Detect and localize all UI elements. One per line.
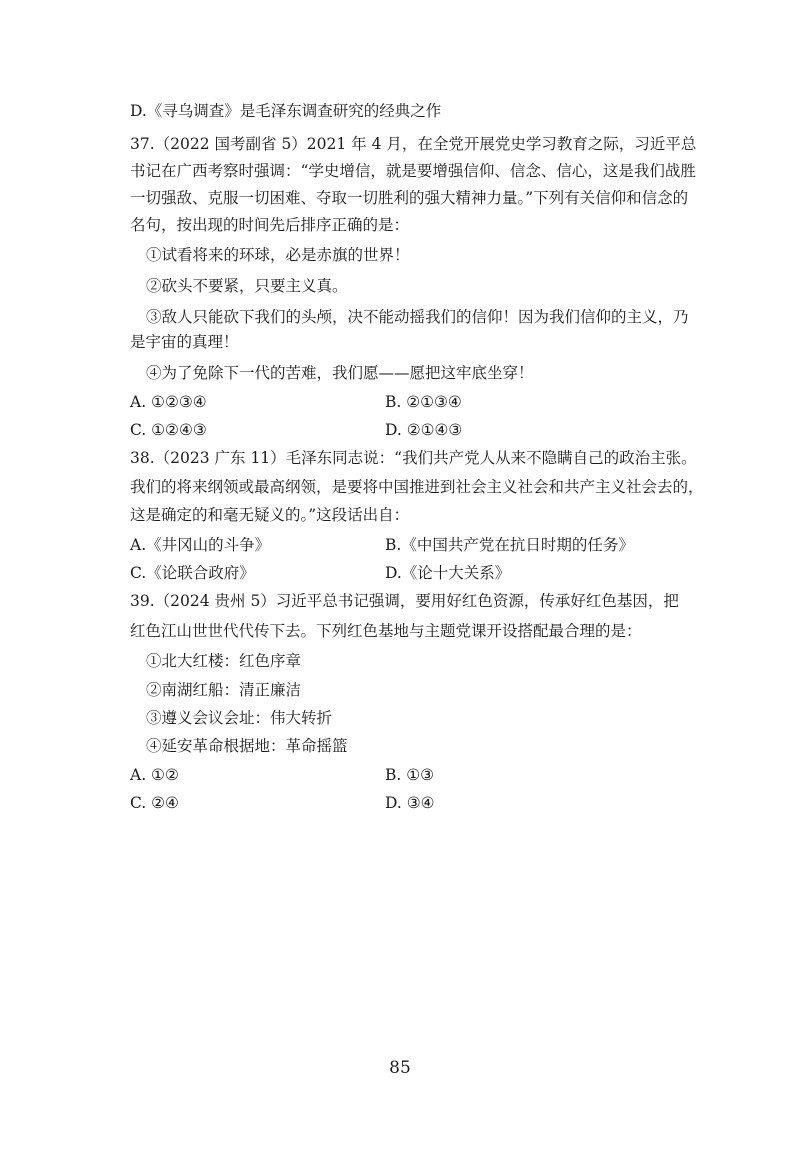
- q39-option-a: A. ①②: [130, 766, 179, 784]
- q38-stem-line-2: 我们的将来纲领或最高纲领，是要将中国推进到社会主义社会和共产主义社会去的，: [130, 478, 704, 496]
- q37-stem-line-4: 名句，按出现的时间先后排序正确的是：: [130, 216, 410, 234]
- q38-option-b: B.《中国共产党在抗日时期的任务》: [385, 536, 634, 554]
- q39-option-d: D. ③④: [385, 794, 435, 812]
- q37-option-c: C. ①②④③: [130, 421, 207, 439]
- previous-option-d: D.《寻乌调查》是毛泽东调查研究的经典之作: [130, 102, 442, 120]
- q38-option-d: D.《论十大关系》: [385, 564, 511, 582]
- q39-item-4: ④延安革命根据地：革命摇篮: [146, 737, 348, 755]
- q39-stem-line-2: 红色江山世世代代传下去。下列红色基地与主题党课开设搭配最合理的是：: [130, 622, 642, 640]
- q37-option-a: A. ①②③④: [130, 393, 207, 411]
- q37-option-d: D. ②①④③: [385, 421, 463, 439]
- q38-option-c: C.《论联合政府》: [130, 564, 255, 582]
- q38-stem-line-3: 这是确定的和毫无疑义的。”这段话出自：: [130, 506, 410, 524]
- q38-stem-line-1: 38.（2023 广东 11）毛泽东同志说：“我们共产党人从来不隐瞒自己的政治主张。: [130, 449, 697, 467]
- q39-stem-line-1: 39.（2024 贵州 5）习近平总书记强调，要用好红色资源，传承好红色基因，把: [130, 592, 679, 610]
- q37-stem-line-1: 37.（2022 国考副省 5）2021 年 4 月，在全党开展党史学习教育之际，习近平总: [130, 135, 697, 153]
- q37-item-3: ③敌人只能砍下我们的头颅，决不能动摇我们的信仰！因为我们信仰的主义，乃: [146, 308, 689, 326]
- q39-option-c: C. ②④: [130, 794, 179, 812]
- q37-item-3-cont: 是宇宙的真理！: [130, 333, 239, 351]
- page-number: 85: [389, 1058, 411, 1078]
- q37-stem-line-3: 一切强敌、克服一切困难、夺取一切胜利的强大精神力量。”下列有关信仰和信念的: [130, 189, 689, 207]
- q39-item-1: ①北大红楼：红色序章: [146, 652, 302, 670]
- q37-item-4: ④为了免除下一代的苦难，我们愿——愿把这牢底坐穿！: [146, 364, 534, 382]
- q39-item-2: ②南湖红船：清正廉洁: [146, 681, 302, 699]
- q39-item-3: ③遵义会议会址：伟大转折: [146, 709, 333, 727]
- q37-item-2: ②砍头不要紧，只要主义真。: [146, 277, 348, 295]
- q37-option-b: B. ②①③④: [385, 393, 462, 411]
- q37-stem-line-2: 书记在广西考察时强调：“学史增信，就是要增强信仰、信念、信心，这是我们战胜: [130, 162, 696, 180]
- q37-item-1: ①试看将来的环球，必是赤旗的世界！: [146, 246, 410, 264]
- q38-option-a: A.《井冈山的斗争》: [130, 536, 271, 554]
- q39-option-b: B. ①③: [385, 766, 435, 784]
